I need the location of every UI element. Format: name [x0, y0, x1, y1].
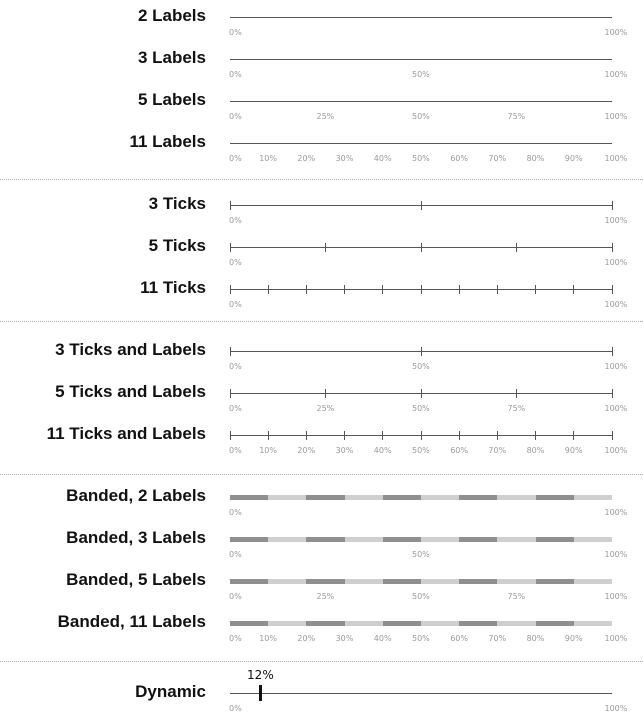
- axis-tick-label: 50%: [412, 362, 430, 371]
- axis-tick-label: 10%: [259, 446, 277, 455]
- row-label: 3 Ticks: [148, 194, 206, 213]
- row-label: 2 Labels: [137, 6, 206, 25]
- band-segment: [230, 579, 268, 584]
- axis-tick-label: 20%: [297, 634, 316, 643]
- axis-tick-label: 90%: [564, 154, 583, 163]
- band-segment: [306, 495, 344, 500]
- axis-tick-mark: [612, 389, 613, 398]
- axis-tick-label: 50%: [412, 446, 430, 455]
- section-separator: [0, 474, 643, 475]
- axis-tick-label: 30%: [335, 446, 354, 455]
- band-segment: [230, 537, 268, 542]
- axis-tick-mark: [497, 431, 498, 440]
- axis-tick-mark: [382, 431, 383, 440]
- axis-tick-mark: [516, 389, 517, 398]
- axis-tick-label: 100%: [604, 446, 628, 455]
- axis-tick-label: 70%: [488, 446, 507, 455]
- axis-tick-mark: [230, 431, 231, 440]
- axis-tick-mark: [325, 243, 326, 252]
- band-segment: [230, 621, 268, 626]
- axis-tick-mark: [459, 431, 460, 440]
- axis-tick-label: 40%: [373, 446, 392, 455]
- axis-line: [230, 101, 612, 102]
- axis-tick-label: 80%: [526, 446, 545, 455]
- section-separator: [0, 661, 643, 662]
- row-label: 5 Ticks: [148, 236, 206, 255]
- section-separator: [0, 179, 643, 180]
- axis-tick-mark: [230, 201, 231, 210]
- axis-tick-mark: [325, 389, 326, 398]
- axis-tick-label: 40%: [373, 634, 392, 643]
- axis-tick-label: 80%: [526, 634, 545, 643]
- band-segment: [383, 579, 421, 584]
- axis-tick-mark: [497, 285, 498, 294]
- axis-tick-label: 0%: [229, 634, 242, 643]
- axis-tick-mark: [573, 431, 574, 440]
- axis-tick-label: 10%: [259, 154, 277, 163]
- axis-tick-label: 50%: [412, 592, 430, 601]
- axis-tick-mark: [535, 431, 536, 440]
- axis-tick-label: 50%: [412, 550, 430, 559]
- axis-tick-mark: [421, 243, 422, 252]
- axis-tick-label: 10%: [259, 634, 277, 643]
- axis-tick-mark: [421, 285, 422, 294]
- axis-tick-mark: [535, 285, 536, 294]
- axis-tick-label: 100%: [604, 404, 628, 413]
- axis-tick-label: 0%: [229, 300, 242, 309]
- band-segment: [306, 537, 344, 542]
- axis-tick-label: 100%: [604, 258, 628, 267]
- axis-tick-mark: [268, 431, 269, 440]
- axis-tick-label: 25%: [316, 592, 335, 601]
- axis-tick-label: 100%: [604, 634, 628, 643]
- axis-tick-mark: [421, 389, 422, 398]
- band-segment: [459, 579, 497, 584]
- row-label: Banded, 3 Labels: [66, 528, 206, 547]
- axis-tick-label: 25%: [316, 404, 335, 413]
- axis-tick-mark: [573, 285, 574, 294]
- axis-tick-label: 50%: [412, 154, 430, 163]
- axis-tick-mark: [459, 285, 460, 294]
- dynamic-value-marker: [259, 685, 262, 701]
- axis-tick-label: 0%: [229, 154, 242, 163]
- axis-tick-label: 50%: [412, 70, 430, 79]
- axis-tick-mark: [268, 285, 269, 294]
- axis-tick-label: 100%: [604, 508, 628, 517]
- axis-tick-mark: [421, 347, 422, 356]
- axis-tick-label: 0%: [229, 28, 242, 37]
- row-label: 11 Ticks: [140, 278, 206, 297]
- row-label: 5 Ticks and Labels: [55, 382, 206, 401]
- axis-tick-label: 0%: [229, 550, 242, 559]
- axis-tick-label: 100%: [604, 70, 628, 79]
- axis-tick-label: 70%: [488, 634, 507, 643]
- band-segment: [383, 621, 421, 626]
- band-segment: [536, 537, 574, 542]
- axis-tick-label: 0%: [229, 362, 242, 371]
- axis-tick-mark: [306, 285, 307, 294]
- axis-tick-mark: [421, 431, 422, 440]
- axis-tick-label: 0%: [229, 704, 242, 713]
- axis-tick-label: 90%: [564, 446, 583, 455]
- section-separator: [0, 321, 643, 322]
- band-segment: [383, 495, 421, 500]
- axis-tick-mark: [612, 347, 613, 356]
- dynamic-value-label: 12%: [247, 668, 274, 682]
- axis-tick-mark: [230, 347, 231, 356]
- row-label: Banded, 11 Labels: [57, 612, 206, 631]
- axis-tick-mark: [612, 201, 613, 210]
- axis-tick-label: 100%: [604, 112, 628, 121]
- axis-tick-mark: [516, 243, 517, 252]
- axis-tick-label: 100%: [604, 216, 628, 225]
- row-label: 3 Labels: [137, 48, 206, 67]
- axis-tick-label: 75%: [507, 404, 526, 413]
- axis-tick-label: 75%: [507, 112, 526, 121]
- axis-tick-label: 50%: [412, 112, 430, 121]
- axis-tick-label: 30%: [335, 154, 354, 163]
- axis-tick-label: 0%: [229, 216, 242, 225]
- axis-tick-label: 0%: [229, 258, 242, 267]
- row-label: Banded, 5 Labels: [66, 570, 206, 589]
- band-segment: [459, 621, 497, 626]
- axis-line: [230, 693, 612, 694]
- axis-tick-label: 40%: [373, 154, 392, 163]
- axis-tick-mark: [344, 431, 345, 440]
- band-segment: [230, 495, 268, 500]
- band-segment: [536, 495, 574, 500]
- row-label: 11 Ticks and Labels: [46, 424, 206, 443]
- axis-tick-label: 75%: [507, 592, 526, 601]
- axis-line: [230, 59, 612, 60]
- band-segment: [536, 621, 574, 626]
- axis-tick-label: 50%: [412, 404, 430, 413]
- axis-tick-label: 100%: [604, 28, 628, 37]
- axis-tick-mark: [230, 285, 231, 294]
- axis-tick-mark: [230, 389, 231, 398]
- axis-tick-mark: [612, 243, 613, 252]
- axis-tick-label: 0%: [229, 446, 242, 455]
- axis-tick-label: 100%: [604, 704, 628, 713]
- axis-tick-label: 100%: [604, 300, 628, 309]
- axis-tick-mark: [612, 431, 613, 440]
- axis-tick-label: 60%: [450, 154, 468, 163]
- band-segment: [536, 579, 574, 584]
- axis-tick-label: 100%: [604, 362, 628, 371]
- row-label: Banded, 2 Labels: [66, 486, 206, 505]
- axis-tick-label: 0%: [229, 404, 242, 413]
- row-label: 5 Labels: [137, 90, 206, 109]
- band-segment: [306, 579, 344, 584]
- axis-tick-label: 70%: [488, 154, 507, 163]
- row-label: 3 Ticks and Labels: [55, 340, 206, 359]
- axis-tick-mark: [421, 201, 422, 210]
- band-segment: [383, 537, 421, 542]
- row-label: 11 Labels: [129, 132, 206, 151]
- axis-tick-mark: [344, 285, 345, 294]
- axis-tick-label: 60%: [450, 634, 468, 643]
- axis-tick-label: 90%: [564, 634, 583, 643]
- axis-tick-label: 0%: [229, 70, 242, 79]
- axis-tick-label: 100%: [604, 154, 628, 163]
- axis-tick-label: 50%: [412, 634, 430, 643]
- axis-tick-label: 0%: [229, 592, 242, 601]
- row-label: Dynamic: [135, 682, 206, 701]
- axis-tick-label: 30%: [335, 634, 354, 643]
- band-segment: [306, 621, 344, 626]
- axis-tick-mark: [306, 431, 307, 440]
- band-segment: [459, 537, 497, 542]
- axis-tick-mark: [612, 285, 613, 294]
- axis-tick-label: 80%: [526, 154, 545, 163]
- axis-tick-mark: [230, 243, 231, 252]
- axis-line: [230, 17, 612, 18]
- axis-line: [230, 143, 612, 144]
- band-segment: [459, 495, 497, 500]
- axis-tick-label: 100%: [604, 550, 628, 559]
- axis-tick-label: 20%: [297, 154, 316, 163]
- axis-tick-label: 20%: [297, 446, 316, 455]
- axis-tick-label: 0%: [229, 112, 242, 121]
- axis-tick-mark: [382, 285, 383, 294]
- axis-tick-label: 25%: [316, 112, 335, 121]
- axis-tick-label: 0%: [229, 508, 242, 517]
- axis-tick-label: 60%: [450, 446, 468, 455]
- axis-tick-label: 100%: [604, 592, 628, 601]
